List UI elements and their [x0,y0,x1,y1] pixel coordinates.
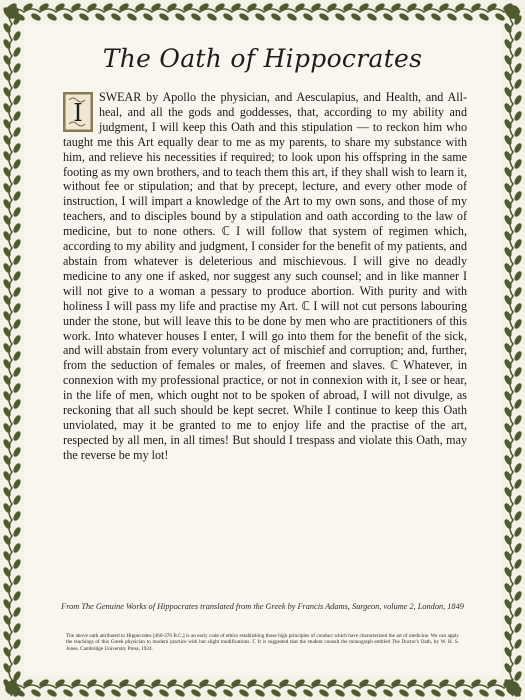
drop-cap-ornament [63,92,93,132]
oath-body: by Apollo the physician, and Aesculapius, and Health, and All-heal, and all the gods and goddesses, that, according to my ability and judgment, I will keep this Oath and this stipulation — to reckon him who taught me this Art equally dear to me as my parents, to share my substance with him, and relieve his necessities if required; to look upon his offspring in the same footing as my own brothers, and to teach them this art, if they shall wish to learn it, without fee or stipulation; and that by precept, lecture, and every other mode of instruction, I will impart a knowledge of the Art to my own sons, and those of my teachers, and to disciples bound by a stipulation and oath according to the law of medicine, but to none others. ℂ I will follow that system of regimen which, according to my ability and judgment, I consider for the benefit of my patients, and abstain from whatever is deleterious and mischievous. I will give no deadly medicine to any one if asked, nor suggest any such counsel; and in like manner I will not give to a woman a pessary to produce abortion. With purity and with holiness I will pass my life and practise my Art. ℂ I will not cut persons labouring under the stone, but will leave this to be done by men who are practitioners of this work. Into whatever houses I enter, I will go into them for the benefit of the sick, and will abstain from every voluntary act of mischief and corruption; and, further, from the seduction of females or males, of freemen and slaves. ℂ Whatever, in connexion with my professional practice, or not in connexion with it, I see or hear, in the life of men, which ought not to be spoken of abroad, I will not divulge, as reckoning that all such should be kept secret. While I continue to keep this Oath unviolated, may it be granted to me to enjoy life and the practise of the art, respected by all men, in all times! But should I trespass and violate this Oath, may the reverse be my lot! [63,90,467,462]
footnote: The above oath attributed to Hippocrates [460-370 B.C.] is an early code of ethics establishing those high principles of conduct which have characterized the art of medicine. We can apply the teachings of this Greek physician to modern practice with but slight modifications. ℂ It is suggested that the student consult the monograph entitled The Doctor's Oath, by W. H. S. Jones, Cambridge University Press, 1924. [66,633,459,652]
opening-word: SWEAR [99,90,142,104]
page-title: The Oath of Hippocrates [102,44,423,73]
source-citation: From The Genuine Works of Hippocrates translated from the Greek by Francis Adams, Surgeon, volume 2, London, 1849 [61,602,464,611]
oath-text [63,90,467,463]
corner-rosette [6,6,18,18]
corner-rosette [507,682,519,694]
drop-cap-letter: I [73,99,83,127]
corner-rosette [507,6,519,18]
corner-rosette [6,682,18,694]
